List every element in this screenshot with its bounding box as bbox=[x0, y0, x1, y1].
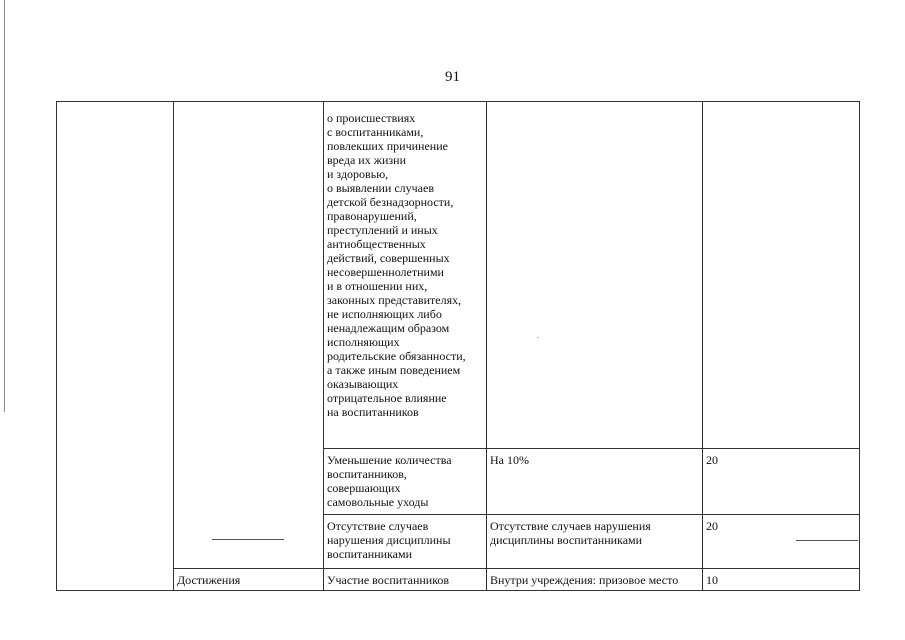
scan-dot bbox=[537, 337, 539, 338]
indicator-cell bbox=[174, 449, 324, 515]
indicator-cell bbox=[174, 569, 324, 591]
scan-mark-right bbox=[796, 540, 858, 541]
criterion-cell bbox=[324, 515, 487, 569]
table-row bbox=[57, 449, 860, 515]
condition-cell bbox=[487, 569, 703, 591]
points-text: 10 bbox=[706, 573, 718, 587]
criterion-text: Уменьшение количества воспитанников, совершающих самовольные уходы bbox=[327, 453, 452, 509]
criterion-cell bbox=[324, 102, 487, 449]
points-cell bbox=[703, 102, 860, 449]
criteria-table bbox=[56, 101, 860, 591]
points-cell bbox=[703, 569, 860, 591]
points-cell bbox=[703, 515, 860, 569]
scan-edge-line bbox=[4, 0, 5, 412]
points-text: 20 bbox=[706, 453, 718, 467]
condition-cell bbox=[487, 515, 703, 569]
table-row bbox=[57, 569, 860, 591]
condition-text: На 10% bbox=[490, 453, 529, 467]
indicator-text: Достижения bbox=[177, 573, 241, 587]
criterion-text: Участие воспитанников bbox=[327, 573, 450, 587]
points-text: 20 bbox=[706, 519, 718, 533]
table-row bbox=[57, 515, 860, 569]
condition-text: Внутри учреждения: призовое место bbox=[490, 573, 679, 587]
criterion-text: о происшествиях с воспитанниками, повлекших причинение вреда их жизни и здоровью, о выявлении случаев детской безнадзорности, правонарушений, преступлений и иных антиобщественных действий, совершенных несовершеннолетними и в отношении них, законных представителях, не исполняющих либо ненадлежащим образом исполняющих родительские обязанности, а также иным поведением оказывающих отрицательное влияние на воспитанников bbox=[327, 111, 466, 419]
criterion-cell bbox=[324, 569, 487, 591]
page-number: 91 bbox=[445, 69, 460, 85]
indicator-cell bbox=[174, 515, 324, 569]
condition-cell bbox=[487, 449, 703, 515]
indicator-cell bbox=[174, 102, 324, 449]
points-cell bbox=[703, 449, 860, 515]
criterion-text: Отсутствие случаев нарушения дисциплины воспитанниками bbox=[327, 519, 451, 561]
condition-text: Отсутствие случаев нарушения дисциплины воспитанниками bbox=[490, 519, 651, 547]
condition-cell bbox=[487, 102, 703, 449]
criterion-cell bbox=[324, 449, 487, 515]
table-row bbox=[57, 102, 860, 449]
scan-mark-left bbox=[212, 539, 284, 540]
position-cell bbox=[57, 102, 174, 591]
